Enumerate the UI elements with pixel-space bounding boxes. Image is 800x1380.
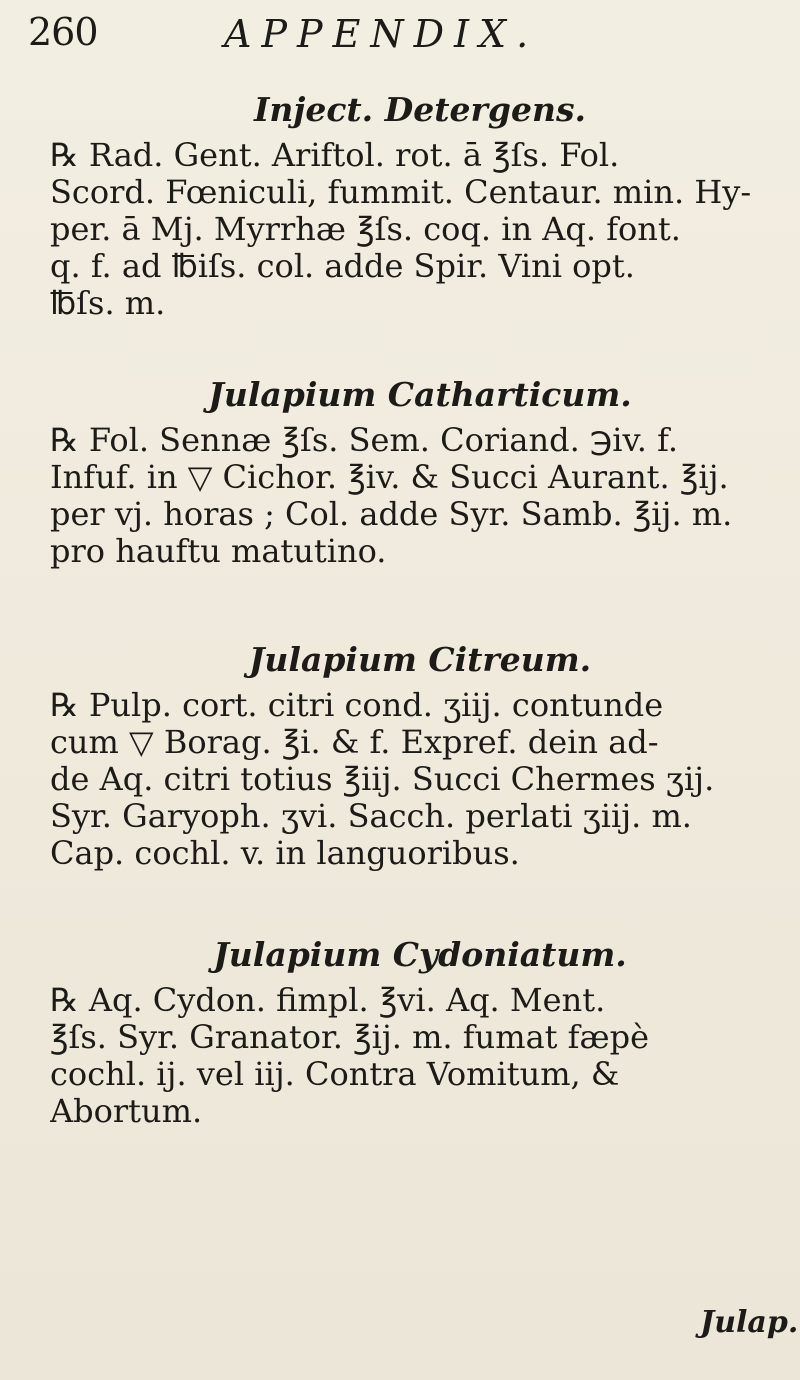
recipe-line: cochl. ij. vel iij. Contra Vomitum, & [50,1056,620,1093]
recipe-line: Cap. cochl. v. in languoribus. [50,835,520,872]
section-title: Inject. Detergens. [253,90,587,129]
recipe-line: ℞ Fol. Sennæ ℥ſs. Sem. Coriand. ℈iv. f. [50,422,678,459]
section-title: Julapium Cydoniatum. [213,935,627,974]
recipe-line: q. f. ad ℔iſs. col. adde Spir. Vini opt. [50,248,635,285]
section-title: Julapium Catharticum. [208,375,632,414]
recipe-line: Abortum. [50,1093,203,1130]
recipe-text [50,137,790,322]
recipe-line: Scord. Fœniculi, fummit. Centaur. min. Hy- [50,174,752,211]
page-number: 260 [28,10,98,54]
recipe-line: Infuf. in ▽ Cichor. ℥iv. & Succi Aurant. ℥ij. [50,459,729,496]
catchword: Julap. [700,1305,799,1340]
recipe-line: per. ā Mj. Myrrhæ ℥ſs. coq. in Aq. font. [50,211,681,248]
recipe-line: ℞ Rad. Gent. Ariftol. rot. ā ℥ſs. Fol. [50,137,620,174]
recipe-line: ℞ Aq. Cydon. fimpl. ℥vi. Aq. Ment. [50,982,606,1019]
recipe-text [50,982,790,1130]
recipe-injection-detergens [50,90,790,322]
recipe-text [50,687,790,872]
recipe-line: ℞ Pulp. cort. citri cond. ʒiij. contunde [50,687,664,724]
recipe-julapium-citreum [50,640,790,872]
recipe-line: ℔ſs. m. [50,285,166,322]
recipe-julapium-catharticum [50,375,790,570]
recipe-line: pro hauftu matutino. [50,533,387,570]
page-header [28,8,788,78]
running-head: APPENDIX. [224,12,539,56]
recipe-line: Syr. Garyoph. ʒvi. Sacch. perlati ʒiij. m. [50,798,692,835]
recipe-julapium-cydoniatum [50,935,790,1130]
recipe-line: per vj. horas ; Col. adde Syr. Samb. ℥ij. m. [50,496,733,533]
recipe-text [50,422,790,570]
recipe-line: cum ▽ Borag. ℥i. & f. Expref. dein ad- [50,724,659,761]
recipe-line: ℥ſs. Syr. Granator. ℥ij. m. fumat fæpè [50,1019,650,1056]
recipe-line: de Aq. citri totius ℥iij. Succi Chermes ʒij. [50,761,715,798]
section-title: Julapium Citreum. [248,640,592,679]
